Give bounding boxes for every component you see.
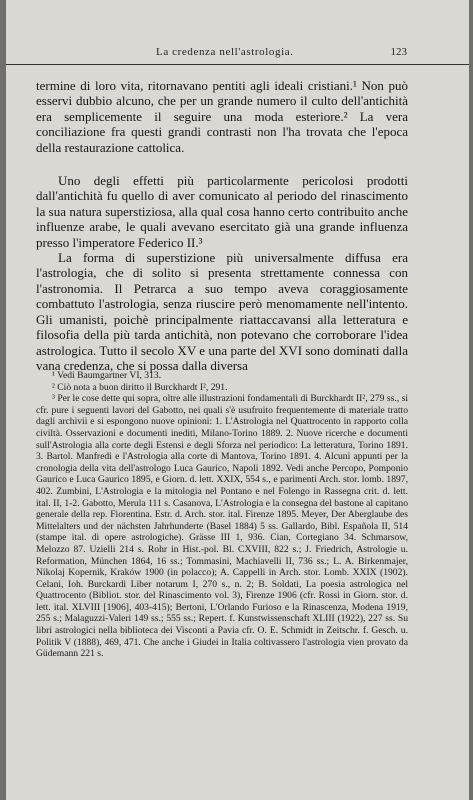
paragraph: La forma di superstizione più universalmente diffusa era l'astrologia, che di solito si presenta strettamente connessa con l'astronomia. Il Petrarca a suo tempo aveva coraggiosamente combattuto l'astrologia, senza riuscire però menomamente nell'intento. Gli umanisti, poichè principalmente riattaccavansi alla letteratura e filosofia della più tarda antichità, non potevano che corroborare l'idea astrologica. Tutto il secolo XV e una parte del XVI sono dominati dalla vana credenza, che si possa dalla diversa [36, 250, 408, 373]
paragraph: Uno degli effetti più particolarmente pericolosi prodotti dall'antichità fu quello di aver comunicato al periodo del rinascimento la sua natura superstiziosa, alla qual cosa hanno certo contribuito anche influenze arabe, le quali avevano esercitato già una grande influenza presso l'imperatore Federico II.³ [36, 173, 408, 250]
footnote: ² Ciò nota a buon diritto il Burckhardt I², 291. [52, 381, 228, 393]
footnote: ³ Per le cose dette qui sopra, oltre alle illustrazioni fondamentali di Burckhardt II², 279 ss., si cfr. pure i seguenti lavori del Gabotto, nei quali s'è usufruito frequentemente di materiale tratto dagli archivii e si espongono nuove opinioni: 1. L'Astrologia nel Quattrocento in rapporto colla civiltà. Osservazioni e documenti inediti, Milano-Torino 1889. 2. Nuove ricerche e documenti sull'Astrologia alla corte degli Estensi e degli Sforza nel periodico: La letteratura, Torino 1891. 3. Bartol. Manfredi e l'Astrologia alla corte di Mantova, Torino 1891. 4. Alcuni appunti per la cronologia della vita dell'astrologo Luca Gaurico, Napoli 1892. Vedi anche Percopo, Pomponio Gaurico e Luca Gaurico 1895, e Giorn. d. lett. XXIX, 554 s., e parimenti Arch. stor. lomb. 1897, 402. Zumbini, L'Astrologia e la mitologia nel Pontano e nel Folengo in Rassegna crit. d. lett. ital. II, 1-2. Gabotto, Merula 111 s. Casanova, L'Astrologia e la consegna del bastone al capitano generale della rep. Fiorentina. Estr. d. Arch. stor. ital. Firenze 1895. Meyer, Der Aberglaube des Mittelalters und der nächsten Jahrhunderte (Basel 1884) 5 ss. Gallardo, Bibl. Española II, 514 (stampe ital. di opere astrologiche). Grässe III 1, 936. Cian, Cortegiano 34. Schmarsow, Melozzo 87. Uzielli 214 s. Rohr in Hist.-pol. Bl. CXVIII, 822 s.; J. Friedrich, Astrologie u. Reformation, München 1864, 16 ss.; Tommasini, Machiavelli II, 736 ss.; L. A. Birkenmajer, Nikolaj Kopernik, Kraków 1900 (in polacco); A. Cappelli in Arch. stor. Lomb. XXIX (1902). Celani, Ioh. Burckardi Liber notarum I, 270 s., n. 2; B. Soldati, La poesia astrologica nel Quattrocento (Bibliot. stor. del Rinascimento vol. 3), Firenze 1906 (cfr. Rossi in Giorn. stor. d. lett. ital. XLVIII [1906], 403-415); Bertoni, L'Orlando Furioso e la Rinascenza, Modena 1919, 255 s.; Malaguzzi-Valeri 149 ss.; 555 ss.; Repert. f. Kunstwissenschaft XLIII (1922), 227 ss. Su libri astrologici nella biblioteca dei Visconti a Pavia cfr. O. E. Schmidt in Zeitschr. f. Gesch. u. Politik V (1888), 469, 471. Che anche i Giudei in Italia coltivassero l'astrologia vien provato da Güdemann 221 s. [36, 393, 408, 660]
page-number: 123 [390, 46, 407, 58]
paragraph: termine di loro vita, ritornavano pentiti agli ideali cristiani.¹ Non può esservi dubbio alcuno, che per un grande numero il culto dell'antichità era semplicemente il seguire una moda esteriore.² La vera conciliazione fra questi grandi contrasti non l'ha trovata che l'epoca della restaurazione cattolica. [36, 78, 408, 155]
footnote: ¹ Vedi Baumgartner VI, 313. [52, 370, 162, 381]
body-text [36, 78, 408, 373]
book-page [6, 0, 469, 800]
running-title: La credenza nell'astrologia. [156, 46, 294, 58]
footnotes [36, 370, 408, 660]
running-head [6, 46, 469, 65]
